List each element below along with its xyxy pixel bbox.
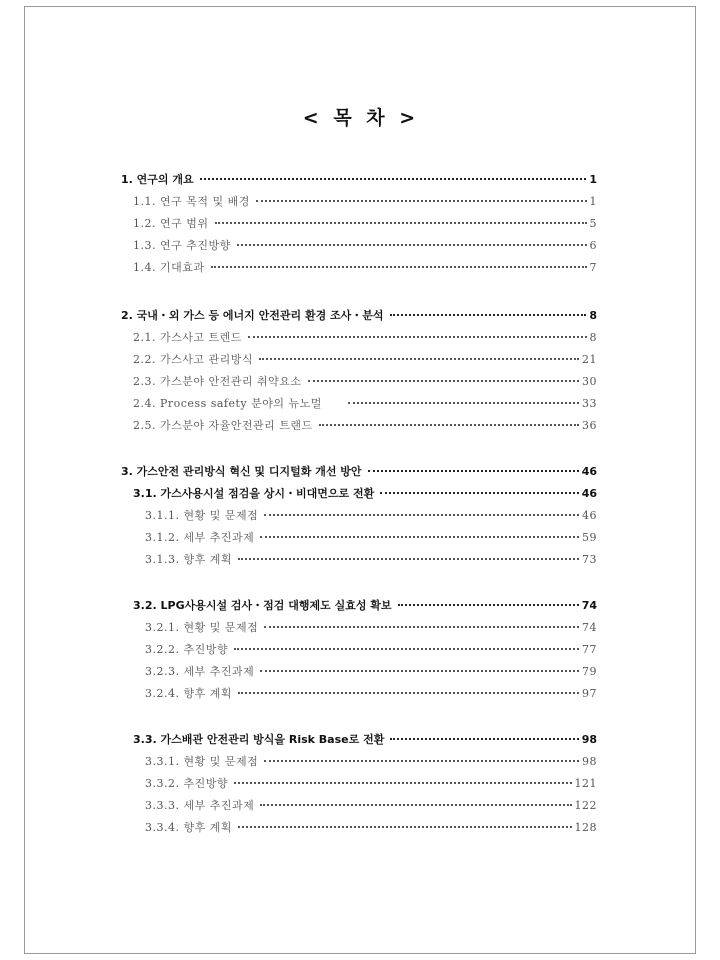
toc-entry-page: 8 — [589, 331, 597, 344]
dot-leader — [264, 514, 579, 516]
toc-entry-page: 73 — [582, 553, 597, 566]
dot-leader — [237, 244, 587, 246]
toc-entry[interactable] — [133, 373, 597, 393]
dot-leader — [200, 178, 587, 180]
toc-entry[interactable] — [145, 529, 597, 549]
dot-leader — [260, 804, 571, 806]
toc-entry[interactable] — [145, 663, 597, 683]
toc-entry[interactable] — [133, 351, 597, 371]
toc-entry-page: 21 — [582, 353, 597, 366]
toc-entry-page: 1 — [589, 195, 597, 208]
dot-leader — [368, 470, 579, 472]
toc-entry[interactable] — [145, 507, 597, 527]
dot-leader — [238, 692, 579, 694]
toc-entry-label: 1.3. 연구 추진방향 — [133, 239, 231, 252]
toc-entry-label: 2.4. Process safety 분야의 뉴노멀 — [133, 397, 322, 410]
dot-leader — [238, 826, 572, 828]
toc-entry[interactable] — [133, 215, 597, 235]
dot-leader — [234, 782, 572, 784]
toc-entry[interactable] — [133, 237, 597, 257]
dot-leader — [264, 760, 579, 762]
toc-entry-page: 33 — [582, 397, 597, 410]
toc-entry[interactable] — [145, 797, 597, 817]
toc-entry-label: 3.3.4. 향후 계획 — [145, 821, 232, 834]
dot-leader — [260, 670, 579, 672]
toc-entry-label: 3.1. 가스사용시설 점검을 상시・비대면으로 전환 — [133, 487, 375, 500]
dot-leader — [348, 402, 579, 404]
toc-entry-label: 2.1. 가스사고 트렌드 — [133, 331, 242, 344]
toc-entry-page: 46 — [581, 487, 597, 500]
toc-entry-page: 122 — [574, 799, 597, 812]
dot-leader — [264, 626, 579, 628]
toc-entry-page: 97 — [582, 687, 597, 700]
toc-entry-label: 1.4. 기대효과 — [133, 261, 205, 274]
toc-entry-label: 3. 가스안전 관리방식 혁신 및 디지털화 개선 방안 — [121, 465, 362, 478]
toc-entry[interactable] — [121, 171, 597, 191]
toc-entry[interactable] — [121, 307, 597, 327]
dot-leader — [259, 358, 579, 360]
toc-entry-page: 36 — [582, 419, 597, 432]
toc-entry-label: 2.3. 가스분야 안전관리 취약요소 — [133, 375, 302, 388]
toc-entry-label: 1.1. 연구 목적 및 배경 — [133, 195, 250, 208]
toc-entry-label: 2.2. 가스사고 관리방식 — [133, 353, 253, 366]
toc-entry-label: 3.2.1. 현황 및 문제점 — [145, 621, 259, 634]
dot-leader — [248, 336, 587, 338]
toc-entry[interactable] — [145, 641, 597, 661]
toc-entry-label: 3.3.2. 추진방향 — [145, 777, 228, 790]
toc-entry-label: 3.3.1. 현황 및 문제점 — [145, 755, 259, 768]
dot-leader — [215, 222, 587, 224]
toc-entry-page: 6 — [589, 239, 597, 252]
toc-entry-page: 98 — [582, 755, 597, 768]
toc-entry[interactable] — [133, 329, 597, 349]
toc-entry-page: 121 — [574, 777, 597, 790]
toc-entry-page: 98 — [581, 733, 597, 746]
toc-entry[interactable] — [145, 551, 597, 571]
toc-entry[interactable] — [145, 619, 597, 639]
dot-leader — [211, 266, 587, 268]
toc-entry-label: 3.1.1. 현황 및 문제점 — [145, 509, 259, 522]
toc-entry-page: 77 — [582, 643, 597, 656]
toc-entry-page: 30 — [582, 375, 597, 388]
toc-entry-page: 59 — [582, 531, 597, 544]
toc-entry[interactable] — [133, 259, 597, 279]
dot-leader — [308, 380, 580, 382]
toc-entry-label: 3.2.2. 추진방향 — [145, 643, 228, 656]
toc-entry-page: 5 — [589, 217, 597, 230]
toc-entry-page: 1 — [589, 173, 597, 186]
toc-entry-page: 128 — [574, 821, 597, 834]
toc-entry[interactable] — [121, 463, 597, 483]
toc-title: < 목 차 > — [302, 107, 420, 129]
toc-entry-page: 74 — [582, 621, 597, 634]
toc-entry-label: 3.1.2. 세부 추진과제 — [145, 531, 255, 544]
toc-entry[interactable] — [145, 775, 597, 795]
toc-entry[interactable] — [133, 485, 597, 505]
dot-leader — [234, 648, 579, 650]
dot-leader — [260, 536, 579, 538]
document-page — [24, 6, 696, 954]
dot-leader — [390, 314, 587, 316]
toc-entry-label: 3.2.3. 세부 추진과제 — [145, 665, 255, 678]
toc-entry-page: 79 — [582, 665, 597, 678]
toc-entry[interactable] — [145, 753, 597, 773]
toc-entry-label: 3.3. 가스배관 안전관리 방식을 Risk Base로 전환 — [133, 733, 385, 746]
toc-entry-label: 3.2.4. 향후 계획 — [145, 687, 232, 700]
toc-entry[interactable] — [133, 193, 597, 213]
toc-entry[interactable] — [133, 395, 597, 415]
dot-leader — [380, 492, 578, 494]
toc-entry-label: 3.1.3. 향후 계획 — [145, 553, 232, 566]
toc-entry-label: 2.5. 가스분야 자율안전관리 트랜드 — [133, 419, 313, 432]
toc-entry[interactable] — [133, 417, 597, 437]
toc-entry-label: 3.2. LPG사용시설 검사・점검 대행제도 실효성 확보 — [133, 599, 392, 612]
toc-entry-page: 8 — [589, 309, 597, 322]
dot-leader — [319, 424, 579, 426]
toc-entry[interactable] — [145, 685, 597, 705]
toc-entry-page: 7 — [589, 261, 597, 274]
toc-entry-label: 1. 연구의 개요 — [121, 173, 194, 186]
toc-entry[interactable] — [145, 819, 597, 839]
dot-leader — [238, 558, 579, 560]
toc-entry[interactable] — [133, 597, 597, 617]
toc-entry[interactable] — [133, 731, 597, 751]
toc-entry-label: 2. 국내・외 가스 등 에너지 안전관리 환경 조사・분석 — [121, 309, 384, 322]
toc-entry-label: 1.2. 연구 범위 — [133, 217, 209, 230]
dot-leader — [256, 200, 587, 202]
toc-entry-page: 46 — [582, 509, 597, 522]
toc-entry-page: 46 — [581, 465, 597, 478]
dot-leader — [390, 738, 578, 740]
toc-entry-label: 3.3.3. 세부 추진과제 — [145, 799, 255, 812]
toc-entry-page: 74 — [581, 599, 597, 612]
dot-leader — [398, 604, 579, 606]
